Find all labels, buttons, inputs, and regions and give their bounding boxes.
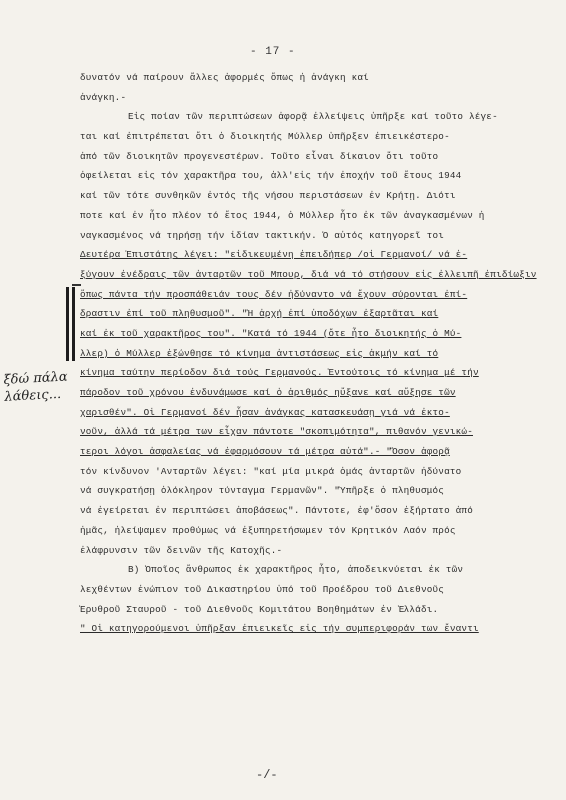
text-line: δυνατόν νά παίρουν ἄλλες ἀφορμές ὅπως ἡ ἀνάγκη καί	[80, 72, 369, 83]
text-line: ποτε καί ἐν ἦτο πλέον τό ἔτος 1944, ὁ Μύλλερ ἦτο ἐκ τῶν ἀναγκασμένων ἠ	[80, 209, 485, 221]
text-line-underlined: ξύγουν ἐνέδραις τῶν ἀνταρτῶν τοῦ Μπουρ, διά νά τό στήσουν εἰς ἐλλειπῆ ἐπιδίωξιν	[80, 268, 537, 280]
text-line-underlined: χαρισθέν". Οἱ Γερμανοί δέν ἦσαν ἀνάγκας κατασκευάσῃ γιά νά ἐκτο-	[80, 406, 450, 418]
text-line: νά ἐγείρεται ἐν περιπτώσει ἀποβάσεως". Πάντοτε, ἐφ'ὅσον ἐξήρτατο ἀπό	[80, 505, 473, 517]
typed-body-text	[80, 68, 560, 639]
text-line: τόν κίνδυνον 'Ανταρτῶν λέγει: "καί μία μικρά ὁμάς ἀνταρτῶν ἠδύνατο	[80, 465, 462, 477]
text-line: ται καί ἐπιτρέπεται ὅτι ὁ διοικητής Μύλλερ ὑπῆρξεν ἐπιεικέστερο-	[80, 131, 450, 143]
text-line-underlined: δραστιν ἐπί τοῦ πληθυσμοῦ". "Ἡ ἀρχή ἐπί ὑποδόχων ἐξαρτᾶται καί	[80, 308, 439, 320]
text-line: ἡμᾶς, ἠλείψαμεν προθύμως νά ἐξυπηρετήσωμεν τόν Κρητικόν Λαόν πρός	[80, 524, 456, 536]
margin-note-text: ξδώ πάλα λάθεις...	[3, 369, 68, 405]
text-line: ὀφείλεται εἰς τόν χαρακτῆρα του, ἀλλ'εἰς τήν ἐποχήν τοῦ ἔτους 1944	[80, 170, 462, 182]
text-line: ἐλάφρυνσιν τῶν δεινῶν τῆς Κατοχῆς.-	[80, 544, 283, 556]
text-line-underlined: νοῦν, ἀλλά τά μέτρα των εἶχαν πάντοτε "σκοπιμότητα", πιθανόν γενικώ-	[80, 426, 473, 438]
text-line: Ἐρυθροῦ Σταυροῦ - τοῦ Διεθνοῦς Κομιτάτου Βοηθημάτων ἐν Ἑλλάδι.	[80, 603, 439, 615]
text-line-underlined: ὅπως πάντα τήν προσπάθειάν τους δέν ἠδύναντο νά ἔχουν σύρονται ἐπί-	[80, 288, 468, 300]
handwritten-margin-note	[3, 368, 75, 406]
text-line: ἀνάγκη.-	[80, 91, 127, 103]
text-line-underlined: Δευτέρα Ἐπιστάτης λέγει: "εἰδικευμένη ἐπειδήπερ /οἱ Γερμανοί/ νά ἐ-	[80, 249, 468, 261]
margin-vertical-bars	[66, 287, 78, 361]
text-line: Β) Ὁποῖος ἄνθρωπος ἐκ χαρακτῆρος ἦτο, ἀποδεικνύεται ἐκ τῶν	[128, 564, 464, 576]
text-line-underlined: κίνημα ταύτην περίοδον διά τούς Γερμανούς. Ἐντούτοις τό κίνημα μέ τήν	[80, 367, 479, 379]
text-line-underlined: λλερ) ὁ Μύλλερ ἐξώνθησε τό κίνημα ἀντιστάσεως εἰς ἀκμήν καί τό	[80, 347, 439, 359]
text-line-underlined: τεροι λόγοι ἀσφαλείας νά ἐφαρμόσουν τά μέτρα αὐτά".- "Ὅσον ἀφορᾷ	[80, 446, 450, 458]
text-line: ἀπό τῶν διοικητῶν προγενεστέρων. Τοῦτο εἶναι δίκαιον ὅτι τοῦτο	[80, 150, 439, 162]
text-line-underlined: καί ἐκ τοῦ χαρακτῆρος του". "Κατά τό 1944 (ὅτε ἦτο διοικητής ὁ Μύ-	[80, 327, 462, 339]
page-number: - 17 -	[250, 46, 296, 58]
text-line: λεχθέντων ἐνώπιον τοῦ Δικαστηρίου ὑπό τοῦ Προέδρου τοῦ Διεθνοῦς	[80, 583, 445, 595]
text-line: Εἰς ποίαν τῶν περιπτώσεων ἀφορᾷ ἐλλείψεις ὑπῆρξε καί τοῦτο λέγε-	[128, 111, 498, 123]
page-footer: -/-	[256, 768, 278, 782]
text-line: καί τῶν τότε συνθηκῶν ἐντός τῆς νήσου περιστάσεων ἐν Κρήτῃ. Διότι	[80, 190, 456, 202]
text-line: νά συγκρατήσῃ ὁλόκληρον τύνταγμα Γερμανῶν". "Ὑπῆρξε ὁ πληθυσμός	[80, 485, 445, 497]
text-line: ναγκασμένος νά τηρήσῃ τήν ἰδίαν τακτικήν. Ὁ αὐτός κατηγορεῖ τοι	[80, 229, 445, 241]
text-line-underlined: πάροδον τοῦ χρόνου ἐνδυνάμωσε καί ὁ ἀριθμός ηὔξανε καί αὔξησε τῶν	[80, 387, 456, 398]
text-line-underlined: " Οἱ κατηγορούμενοι ὑπῆρξαν ἐπιεικεῖς εἰς τήν συμπεριφοράν των ἔναντι	[80, 623, 479, 635]
